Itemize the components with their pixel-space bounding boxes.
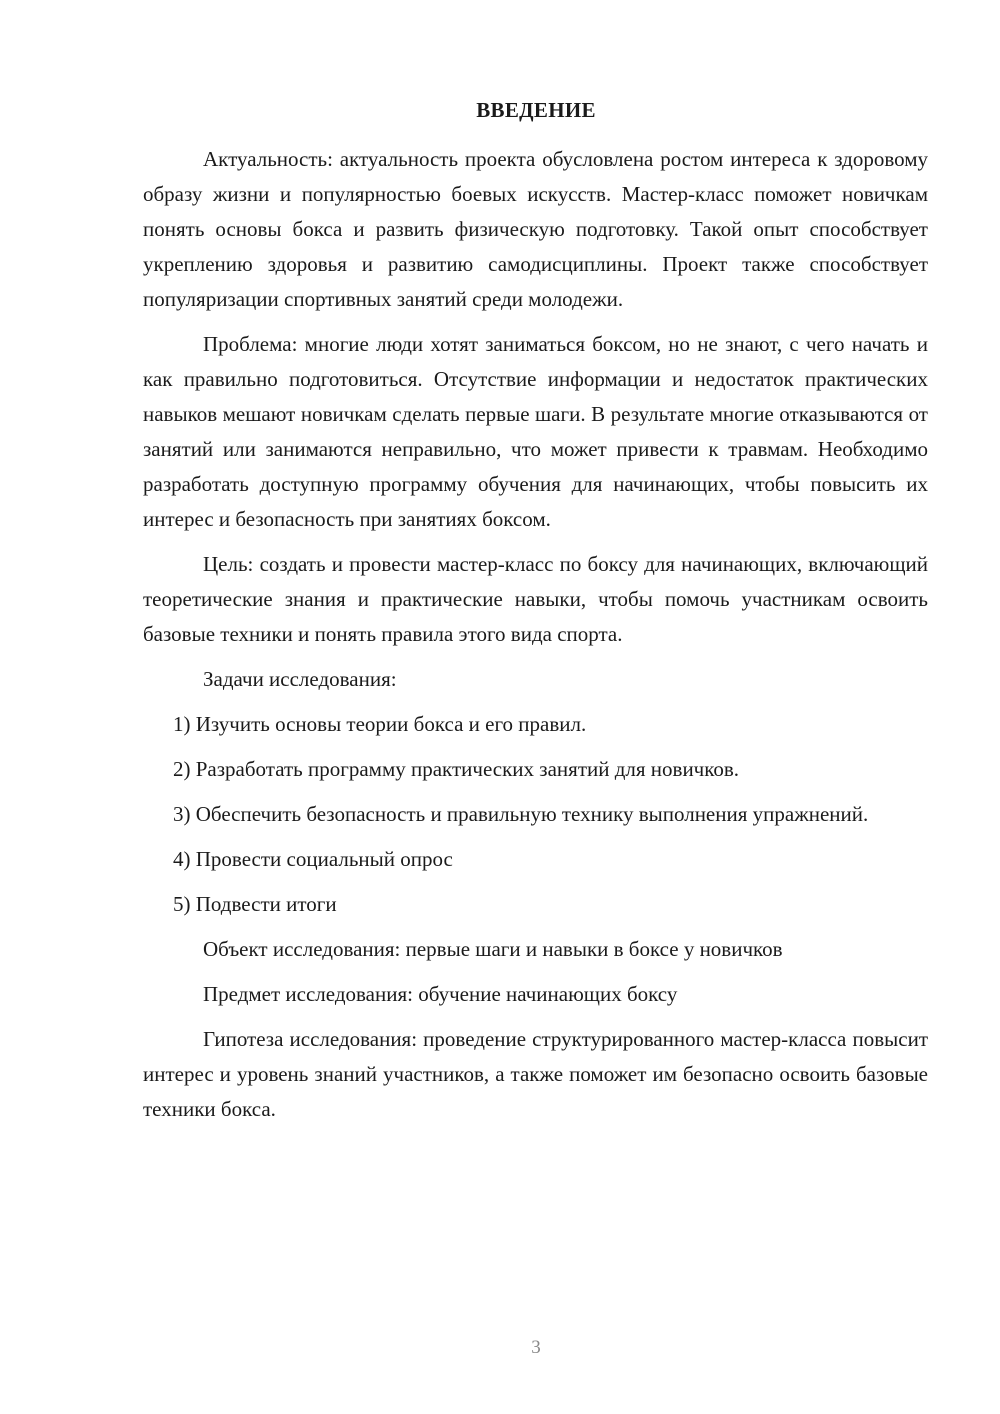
- problem-paragraph: Проблема: многие люди хотят заниматься боксом, но не знают, с чего начать и как правильно подготовиться. Отсутствие информации и недостаток практических навыков мешают новичкам сделать первые шаги. В результате многие отказываются от занятий или занимаются неправильно, что может привести к травмам. Необходимо разработать доступную программу обучения для начинающих, чтобы повысить их интерес и безопасность при занятиях боксом.: [143, 332, 928, 531]
- goal-paragraph: Цель: создать и провести мастер-класс по боксу для начинающих, включающий теоретические знания и практические навыки, чтобы помочь участникам освоить базовые техники и понять правила этого вида спорта.: [143, 552, 928, 646]
- document-body: [143, 142, 928, 1127]
- task-item: 5) Подвести итоги: [173, 892, 337, 916]
- page-title: ВВЕДЕНИЕ: [476, 98, 596, 122]
- object-paragraph: Объект исследования: первые шаги и навыки в боксе у новичков: [203, 937, 783, 961]
- task-item: 3) Обеспечить безопасность и правильную технику выполнения упражнений.: [173, 802, 869, 826]
- hypothesis-paragraph: Гипотеза исследования: проведение структурированного мастер-класса повысит интерес и уровень знаний участников, а также поможет им безопасно освоить базовые техники бокса.: [143, 1027, 928, 1121]
- task-item: 4) Провести социальный опрос: [173, 847, 453, 871]
- tasks-heading: Задачи исследования:: [203, 667, 397, 691]
- task-item: 2) Разработать программу практических занятий для новичков.: [173, 757, 740, 781]
- page-number: 3: [531, 1337, 541, 1358]
- task-item: 1) Изучить основы теории бокса и его правил.: [173, 712, 587, 736]
- relevance-paragraph: Актуальность: актуальность проекта обусловлена ростом интереса к здоровому образу жизни и популярностью боевых искусств. Мастер-класс поможет новичкам понять основы бокса и развить физическую подготовку. Такой опыт способствует укреплению здоровья и развитию самодисциплины. Проект также способствует популяризации спортивных занятий среди молодежи.: [143, 147, 928, 311]
- subject-paragraph: Предмет исследования: обучение начинающих боксу: [203, 982, 678, 1006]
